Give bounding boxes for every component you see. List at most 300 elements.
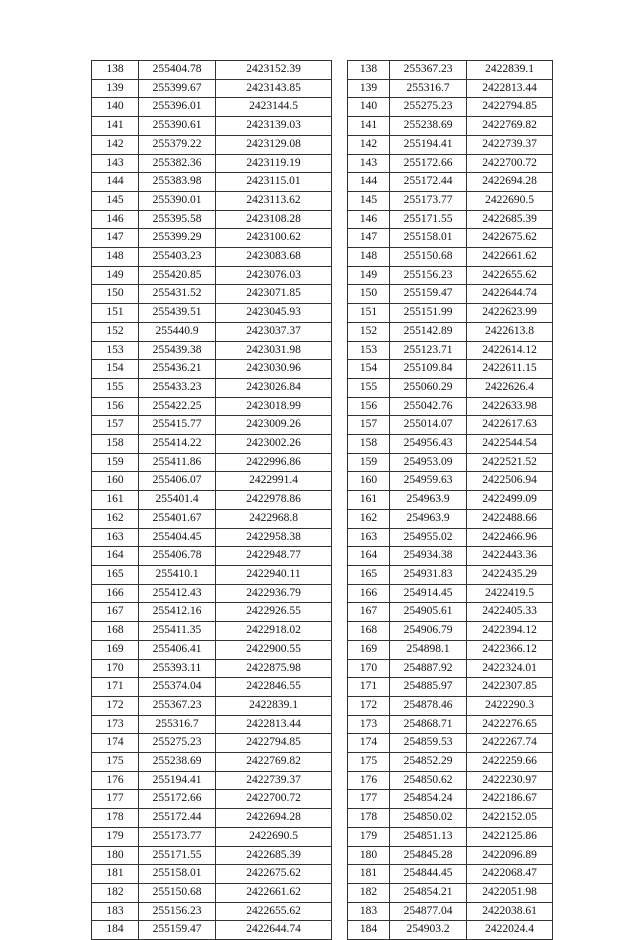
- point-number-cell: 162: [92, 509, 139, 528]
- table-row: [92, 603, 332, 622]
- y-coordinate-cell: 2422435.29: [467, 565, 553, 584]
- y-coordinate-cell: 2422769.82: [467, 117, 553, 136]
- table-row: [348, 734, 553, 753]
- x-coordinate-cell: 255439.51: [139, 304, 216, 323]
- table-row: [348, 565, 553, 584]
- y-coordinate-cell: 2422690.5: [216, 827, 332, 846]
- x-coordinate-cell: 255151.99: [390, 304, 467, 323]
- y-coordinate-cell: 2423143.85: [216, 79, 332, 98]
- point-number-cell: 158: [92, 435, 139, 454]
- right-table-body: [348, 61, 553, 940]
- table-row: [348, 135, 553, 154]
- point-number-cell: 175: [348, 753, 390, 772]
- point-number-cell: 171: [348, 678, 390, 697]
- point-number-cell: 168: [92, 622, 139, 641]
- x-coordinate-cell: 255142.89: [390, 322, 467, 341]
- point-number-cell: 151: [92, 304, 139, 323]
- x-coordinate-cell: 255411.86: [139, 453, 216, 472]
- table-row: [92, 491, 332, 510]
- point-number-cell: 159: [348, 453, 390, 472]
- table-row: [348, 790, 553, 809]
- point-number-cell: 162: [348, 509, 390, 528]
- y-coordinate-cell: 2422655.62: [216, 902, 332, 921]
- y-coordinate-cell: 2423115.01: [216, 173, 332, 192]
- y-coordinate-cell: 2422794.85: [216, 734, 332, 753]
- y-coordinate-cell: 2422813.44: [216, 715, 332, 734]
- x-coordinate-cell: 255367.23: [139, 696, 216, 715]
- right-coordinate-table: [347, 60, 553, 940]
- table-row: [348, 378, 553, 397]
- y-coordinate-cell: 2422626.4: [467, 378, 553, 397]
- x-coordinate-cell: 254953.09: [390, 453, 467, 472]
- y-coordinate-cell: 2422694.28: [216, 809, 332, 828]
- point-number-cell: 141: [92, 117, 139, 136]
- point-number-cell: 180: [92, 846, 139, 865]
- y-coordinate-cell: 2422096.89: [467, 846, 553, 865]
- table-row: [348, 285, 553, 304]
- x-coordinate-cell: 255173.77: [139, 827, 216, 846]
- x-coordinate-cell: 255436.21: [139, 360, 216, 379]
- y-coordinate-cell: 2423026.84: [216, 378, 332, 397]
- table-row: [348, 416, 553, 435]
- point-number-cell: 182: [92, 883, 139, 902]
- x-coordinate-cell: 255316.7: [139, 715, 216, 734]
- x-coordinate-cell: 254956.43: [390, 435, 467, 454]
- y-coordinate-cell: 2423071.85: [216, 285, 332, 304]
- y-coordinate-cell: 2422644.74: [467, 285, 553, 304]
- x-coordinate-cell: 255194.41: [390, 135, 467, 154]
- x-coordinate-cell: 254850.62: [390, 771, 467, 790]
- table-row: [92, 173, 332, 192]
- y-coordinate-cell: 2422675.62: [467, 229, 553, 248]
- point-number-cell: 184: [92, 921, 139, 940]
- point-number-cell: 142: [348, 135, 390, 154]
- table-row: [92, 865, 332, 884]
- x-coordinate-cell: 255367.23: [390, 61, 467, 80]
- x-coordinate-cell: 255420.85: [139, 266, 216, 285]
- table-row: [92, 435, 332, 454]
- y-coordinate-cell: 2423083.68: [216, 248, 332, 267]
- y-coordinate-cell: 2423018.99: [216, 397, 332, 416]
- y-coordinate-cell: 2423031.98: [216, 341, 332, 360]
- y-coordinate-cell: 2422948.77: [216, 547, 332, 566]
- table-row: [348, 696, 553, 715]
- y-coordinate-cell: 2422394.12: [467, 622, 553, 641]
- x-coordinate-cell: 255403.23: [139, 248, 216, 267]
- point-number-cell: 149: [92, 266, 139, 285]
- table-row: [92, 79, 332, 98]
- x-coordinate-cell: 255158.01: [390, 229, 467, 248]
- point-number-cell: 181: [92, 865, 139, 884]
- x-coordinate-cell: 254931.83: [390, 565, 467, 584]
- y-coordinate-cell: 2422991.4: [216, 472, 332, 491]
- point-number-cell: 177: [348, 790, 390, 809]
- y-coordinate-cell: 2423009.26: [216, 416, 332, 435]
- point-number-cell: 139: [348, 79, 390, 98]
- point-number-cell: 160: [348, 472, 390, 491]
- table-row: [348, 154, 553, 173]
- y-coordinate-cell: 2422813.44: [467, 79, 553, 98]
- x-coordinate-cell: 255399.29: [139, 229, 216, 248]
- x-coordinate-cell: 255406.07: [139, 472, 216, 491]
- x-coordinate-cell: 255374.04: [139, 678, 216, 697]
- table-row: [92, 622, 332, 641]
- x-coordinate-cell: 255412.43: [139, 584, 216, 603]
- x-coordinate-cell: 254903.2: [390, 921, 467, 940]
- point-number-cell: 153: [92, 341, 139, 360]
- point-number-cell: 138: [348, 61, 390, 80]
- point-number-cell: 170: [348, 659, 390, 678]
- x-coordinate-cell: 254914.45: [390, 584, 467, 603]
- point-number-cell: 140: [92, 98, 139, 117]
- table-row: [92, 285, 332, 304]
- y-coordinate-cell: 2422499.09: [467, 491, 553, 510]
- point-number-cell: 150: [92, 285, 139, 304]
- table-row: [92, 790, 332, 809]
- x-coordinate-cell: 254854.21: [390, 883, 467, 902]
- table-row: [92, 565, 332, 584]
- table-row: [348, 603, 553, 622]
- table-row: [92, 322, 332, 341]
- point-number-cell: 156: [92, 397, 139, 416]
- x-coordinate-cell: 255150.68: [139, 883, 216, 902]
- x-coordinate-cell: 255194.41: [139, 771, 216, 790]
- x-coordinate-cell: 255172.44: [390, 173, 467, 192]
- table-row: [92, 883, 332, 902]
- y-coordinate-cell: 2422685.39: [467, 210, 553, 229]
- y-coordinate-cell: 2422152.05: [467, 809, 553, 828]
- x-coordinate-cell: 255399.67: [139, 79, 216, 98]
- x-coordinate-cell: 255109.84: [390, 360, 467, 379]
- point-number-cell: 178: [348, 809, 390, 828]
- point-number-cell: 175: [92, 753, 139, 772]
- y-coordinate-cell: 2422466.96: [467, 528, 553, 547]
- y-coordinate-cell: 2422259.66: [467, 753, 553, 772]
- point-number-cell: 163: [92, 528, 139, 547]
- y-coordinate-cell: 2422186.67: [467, 790, 553, 809]
- y-coordinate-cell: 2422267.74: [467, 734, 553, 753]
- point-number-cell: 151: [348, 304, 390, 323]
- point-number-cell: 173: [92, 715, 139, 734]
- point-number-cell: 176: [92, 771, 139, 790]
- y-coordinate-cell: 2422794.85: [467, 98, 553, 117]
- point-number-cell: 183: [92, 902, 139, 921]
- y-coordinate-cell: 2422700.72: [216, 790, 332, 809]
- x-coordinate-cell: 255433.23: [139, 378, 216, 397]
- y-coordinate-cell: 2422846.55: [216, 678, 332, 697]
- point-number-cell: 140: [348, 98, 390, 117]
- point-number-cell: 160: [92, 472, 139, 491]
- table-row: [92, 191, 332, 210]
- point-number-cell: 166: [92, 584, 139, 603]
- x-coordinate-cell: 255172.66: [390, 154, 467, 173]
- y-coordinate-cell: 2422521.52: [467, 453, 553, 472]
- point-number-cell: 184: [348, 921, 390, 940]
- y-coordinate-cell: 2422633.98: [467, 397, 553, 416]
- point-number-cell: 174: [348, 734, 390, 753]
- x-coordinate-cell: 255238.69: [139, 753, 216, 772]
- point-number-cell: 161: [348, 491, 390, 510]
- x-coordinate-cell: 254963.9: [390, 509, 467, 528]
- y-coordinate-cell: 2422419.5: [467, 584, 553, 603]
- x-coordinate-cell: 255396.01: [139, 98, 216, 117]
- point-number-cell: 156: [348, 397, 390, 416]
- x-coordinate-cell: 255401.4: [139, 491, 216, 510]
- point-number-cell: 146: [348, 210, 390, 229]
- point-number-cell: 167: [348, 603, 390, 622]
- y-coordinate-cell: 2422617.63: [467, 416, 553, 435]
- table-row: [348, 827, 553, 846]
- x-coordinate-cell: 254934.38: [390, 547, 467, 566]
- y-coordinate-cell: 2422685.39: [216, 846, 332, 865]
- table-row: [92, 846, 332, 865]
- point-number-cell: 153: [348, 341, 390, 360]
- point-number-cell: 165: [92, 565, 139, 584]
- point-number-cell: 161: [92, 491, 139, 510]
- x-coordinate-cell: 255390.61: [139, 117, 216, 136]
- y-coordinate-cell: 2422324.01: [467, 659, 553, 678]
- point-number-cell: 182: [348, 883, 390, 902]
- x-coordinate-cell: 255042.76: [390, 397, 467, 416]
- point-number-cell: 154: [92, 360, 139, 379]
- x-coordinate-cell: 255238.69: [390, 117, 467, 136]
- point-number-cell: 139: [92, 79, 139, 98]
- y-coordinate-cell: 2423139.03: [216, 117, 332, 136]
- x-coordinate-cell: 254851.13: [390, 827, 467, 846]
- table-row: [348, 117, 553, 136]
- point-number-cell: 174: [92, 734, 139, 753]
- y-coordinate-cell: 2422443.36: [467, 547, 553, 566]
- point-number-cell: 148: [348, 248, 390, 267]
- y-coordinate-cell: 2423045.93: [216, 304, 332, 323]
- table-row: [92, 584, 332, 603]
- x-coordinate-cell: 255150.68: [390, 248, 467, 267]
- table-row: [92, 266, 332, 285]
- x-coordinate-cell: 255401.67: [139, 509, 216, 528]
- table-row: [92, 715, 332, 734]
- table-row: [348, 771, 553, 790]
- point-number-cell: 167: [92, 603, 139, 622]
- x-coordinate-cell: 254885.97: [390, 678, 467, 697]
- x-coordinate-cell: 255404.45: [139, 528, 216, 547]
- x-coordinate-cell: 254877.04: [390, 902, 467, 921]
- x-coordinate-cell: 255156.23: [139, 902, 216, 921]
- x-coordinate-cell: 255172.66: [139, 790, 216, 809]
- x-coordinate-cell: 255173.77: [390, 191, 467, 210]
- table-row: [92, 98, 332, 117]
- point-number-cell: 154: [348, 360, 390, 379]
- x-coordinate-cell: 255060.29: [390, 378, 467, 397]
- y-coordinate-cell: 2423002.26: [216, 435, 332, 454]
- table-row: [348, 453, 553, 472]
- y-coordinate-cell: 2423119.19: [216, 154, 332, 173]
- y-coordinate-cell: 2422623.99: [467, 304, 553, 323]
- y-coordinate-cell: 2422839.1: [467, 61, 553, 80]
- y-coordinate-cell: 2423030.96: [216, 360, 332, 379]
- x-coordinate-cell: 255156.23: [390, 266, 467, 285]
- y-coordinate-cell: 2422230.97: [467, 771, 553, 790]
- y-coordinate-cell: 2422276.65: [467, 715, 553, 734]
- table-row: [92, 378, 332, 397]
- table-row: [92, 229, 332, 248]
- x-coordinate-cell: 254959.63: [390, 472, 467, 491]
- x-coordinate-cell: 254906.79: [390, 622, 467, 641]
- x-coordinate-cell: 254844.45: [390, 865, 467, 884]
- y-coordinate-cell: 2422366.12: [467, 640, 553, 659]
- x-coordinate-cell: 254887.92: [390, 659, 467, 678]
- x-coordinate-cell: 254850.02: [390, 809, 467, 828]
- table-row: [348, 229, 553, 248]
- table-row: [348, 509, 553, 528]
- table-row: [92, 248, 332, 267]
- x-coordinate-cell: 255395.58: [139, 210, 216, 229]
- table-row: [348, 322, 553, 341]
- point-number-cell: 152: [348, 322, 390, 341]
- x-coordinate-cell: 254898.1: [390, 640, 467, 659]
- y-coordinate-cell: 2422644.74: [216, 921, 332, 940]
- point-number-cell: 180: [348, 846, 390, 865]
- y-coordinate-cell: 2422958.38: [216, 528, 332, 547]
- x-coordinate-cell: 255411.35: [139, 622, 216, 641]
- point-number-cell: 138: [92, 61, 139, 80]
- x-coordinate-cell: 255383.98: [139, 173, 216, 192]
- table-row: [348, 304, 553, 323]
- table-row: [92, 809, 332, 828]
- point-number-cell: 148: [92, 248, 139, 267]
- y-coordinate-cell: 2422544.54: [467, 435, 553, 454]
- table-row: [92, 117, 332, 136]
- y-coordinate-cell: 2422038.61: [467, 902, 553, 921]
- x-coordinate-cell: 254878.46: [390, 696, 467, 715]
- point-number-cell: 157: [92, 416, 139, 435]
- x-coordinate-cell: 255159.47: [390, 285, 467, 304]
- y-coordinate-cell: 2422694.28: [467, 173, 553, 192]
- point-number-cell: 159: [92, 453, 139, 472]
- table-row: [92, 397, 332, 416]
- y-coordinate-cell: 2422290.3: [467, 696, 553, 715]
- table-row: [348, 79, 553, 98]
- table-row: [348, 61, 553, 80]
- point-number-cell: 172: [92, 696, 139, 715]
- point-number-cell: 147: [348, 229, 390, 248]
- point-number-cell: 169: [92, 640, 139, 659]
- table-row: [348, 678, 553, 697]
- point-number-cell: 147: [92, 229, 139, 248]
- point-number-cell: 177: [92, 790, 139, 809]
- table-row: [348, 809, 553, 828]
- point-number-cell: 181: [348, 865, 390, 884]
- point-number-cell: 143: [348, 154, 390, 173]
- point-number-cell: 179: [92, 827, 139, 846]
- table-row: [348, 266, 553, 285]
- point-number-cell: 173: [348, 715, 390, 734]
- y-coordinate-cell: 2422655.62: [467, 266, 553, 285]
- x-coordinate-cell: 254852.29: [390, 753, 467, 772]
- point-number-cell: 179: [348, 827, 390, 846]
- table-row: [348, 98, 553, 117]
- y-coordinate-cell: 2422051.98: [467, 883, 553, 902]
- table-row: [348, 210, 553, 229]
- table-row: [348, 622, 553, 641]
- y-coordinate-cell: 2422769.82: [216, 753, 332, 772]
- x-coordinate-cell: 255159.47: [139, 921, 216, 940]
- y-coordinate-cell: 2422488.66: [467, 509, 553, 528]
- point-number-cell: 149: [348, 266, 390, 285]
- point-number-cell: 172: [348, 696, 390, 715]
- y-coordinate-cell: 2422940.11: [216, 565, 332, 584]
- y-coordinate-cell: 2422024.4: [467, 921, 553, 940]
- y-coordinate-cell: 2422690.5: [467, 191, 553, 210]
- x-coordinate-cell: 255393.11: [139, 659, 216, 678]
- point-number-cell: 152: [92, 322, 139, 341]
- y-coordinate-cell: 2422936.79: [216, 584, 332, 603]
- point-number-cell: 142: [92, 135, 139, 154]
- table-row: [92, 360, 332, 379]
- point-number-cell: 176: [348, 771, 390, 790]
- table-row: [92, 61, 332, 80]
- x-coordinate-cell: 255412.16: [139, 603, 216, 622]
- left-coordinate-table: [91, 60, 332, 940]
- x-coordinate-cell: 255316.7: [390, 79, 467, 98]
- table-row: [92, 304, 332, 323]
- table-row: [92, 753, 332, 772]
- point-number-cell: 163: [348, 528, 390, 547]
- point-number-cell: 158: [348, 435, 390, 454]
- table-row: [92, 416, 332, 435]
- table-row: [348, 191, 553, 210]
- table-row: [92, 210, 332, 229]
- table-row: [92, 341, 332, 360]
- y-coordinate-cell: 2422405.33: [467, 603, 553, 622]
- y-coordinate-cell: 2422839.1: [216, 696, 332, 715]
- point-number-cell: 165: [348, 565, 390, 584]
- x-coordinate-cell: 255014.07: [390, 416, 467, 435]
- point-number-cell: 143: [92, 154, 139, 173]
- table-row: [92, 771, 332, 790]
- y-coordinate-cell: 2422875.98: [216, 659, 332, 678]
- y-coordinate-cell: 2422739.37: [467, 135, 553, 154]
- y-coordinate-cell: 2422700.72: [467, 154, 553, 173]
- x-coordinate-cell: 255404.78: [139, 61, 216, 80]
- point-number-cell: 145: [92, 191, 139, 210]
- table-row: [348, 397, 553, 416]
- x-coordinate-cell: 254859.53: [390, 734, 467, 753]
- x-coordinate-cell: 254845.28: [390, 846, 467, 865]
- y-coordinate-cell: 2422675.62: [216, 865, 332, 884]
- table-row: [348, 341, 553, 360]
- y-coordinate-cell: 2422996.86: [216, 453, 332, 472]
- x-coordinate-cell: 255406.78: [139, 547, 216, 566]
- point-number-cell: 155: [348, 378, 390, 397]
- table-row: [348, 846, 553, 865]
- y-coordinate-cell: 2423113.62: [216, 191, 332, 210]
- point-number-cell: 141: [348, 117, 390, 136]
- table-row: [92, 547, 332, 566]
- x-coordinate-cell: 255275.23: [390, 98, 467, 117]
- table-row: [348, 865, 553, 884]
- y-coordinate-cell: 2423152.39: [216, 61, 332, 80]
- table-row: [348, 491, 553, 510]
- x-coordinate-cell: 255171.55: [139, 846, 216, 865]
- x-coordinate-cell: 255275.23: [139, 734, 216, 753]
- x-coordinate-cell: 255171.55: [390, 210, 467, 229]
- x-coordinate-cell: 254955.02: [390, 528, 467, 547]
- table-row: [348, 360, 553, 379]
- table-row: [348, 248, 553, 267]
- y-coordinate-cell: 2422900.55: [216, 640, 332, 659]
- point-number-cell: 171: [92, 678, 139, 697]
- y-coordinate-cell: 2423129.08: [216, 135, 332, 154]
